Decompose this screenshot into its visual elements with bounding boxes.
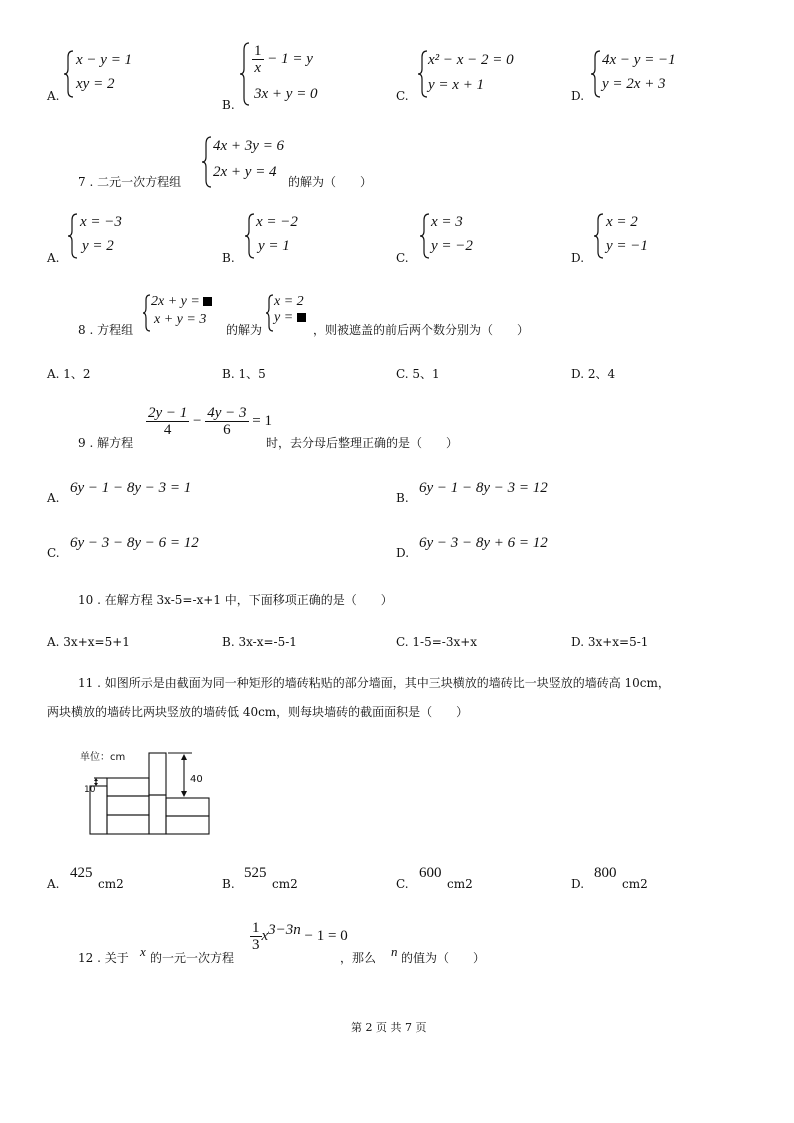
equation-line: x + y = 3 [154, 312, 207, 327]
question-10-stem: 10 . 在解方程 3x-5=-x+1 中，下面移项正确的是（ ） [78, 593, 393, 607]
expr-base: x [261, 927, 269, 944]
q10-option-a: A. 3x+x=5+1 [47, 635, 130, 649]
option-label: B. [222, 877, 235, 891]
figure-unit-label: 单位：cm [80, 752, 126, 763]
equation-line: 6y − 3 − 8y − 6 = 12 [70, 535, 199, 551]
question-11-stem-line1: 11 . 如图所示是由截面为同一种矩形的墙砖粘贴的部分墙面，其中三块横放的墙砖比一块竖放的墙砖高 10cm， [78, 676, 670, 690]
q10-option-b: B. 3x-x=-5-1 [222, 635, 297, 649]
question-stem-tail: ，则被遮盖的前后两个数分别为（ ） [313, 323, 530, 337]
variable-x: x [140, 944, 146, 959]
equation-text: y = [274, 310, 297, 325]
question-stem: 9 . 解方程 [78, 436, 134, 450]
equation-line: x = 2 [274, 294, 304, 309]
option-label: B. [222, 251, 235, 265]
question-11-stem-line2: 两块横放的墙砖比两块竖放的墙砖低 40cm，则每块墙砖的截面面积是（ ） [47, 705, 469, 719]
equals-one: = 1 [252, 412, 272, 429]
equation-line [252, 43, 313, 76]
option-label: B. [396, 491, 409, 505]
option-unit: cm2 [447, 877, 473, 891]
question-stem-tail: 的解为（ ） [288, 175, 373, 189]
brace [68, 213, 78, 259]
option-label: D. [396, 546, 410, 560]
option-label: D. [571, 89, 585, 103]
brace [420, 213, 430, 259]
question-stem-tail: 的值为（ ） [401, 951, 486, 965]
minus-sign: − [193, 412, 202, 429]
q8-option-b: B. 1、5 [222, 367, 266, 381]
equation-line: x = 2 [606, 214, 638, 230]
fraction-numerator: 1 [254, 43, 262, 59]
option-unit: cm2 [98, 877, 124, 891]
equation-line: 6y − 1 − 8y − 3 = 12 [419, 480, 548, 496]
equation-line: xy = 2 [76, 76, 115, 92]
brace [202, 136, 212, 188]
equation-line: y = −2 [431, 238, 473, 254]
question-stem-tail: 时，去分母后整理正确的是（ ） [266, 436, 459, 450]
brace [266, 294, 274, 332]
brace [240, 42, 250, 106]
option-unit: cm2 [272, 877, 298, 891]
fraction-denominator: 3 [252, 937, 260, 953]
equation-line: 6y − 1 − 8y − 3 = 1 [70, 480, 192, 496]
equation-line: y = −1 [606, 238, 648, 254]
q10-option-d: D. 3x+x=5-1 [571, 635, 649, 649]
option-value: 525 [244, 865, 267, 881]
equation-line [274, 310, 306, 326]
option-value: 600 [419, 865, 442, 881]
fraction-denominator: x [254, 60, 262, 76]
fraction-denominator: 6 [223, 422, 231, 438]
brace [245, 213, 255, 259]
brace [591, 50, 601, 98]
equation-line: y = 2x + 3 [602, 76, 666, 92]
brace [594, 213, 604, 259]
brace [418, 50, 428, 98]
equation-line: 2x + y = 4 [213, 164, 277, 180]
option-unit: cm2 [622, 877, 648, 891]
option-label: C. [47, 546, 60, 560]
equation-line: 6y − 3 − 8y + 6 = 12 [419, 535, 548, 551]
brace [64, 50, 74, 98]
fraction-numerator: 1 [252, 920, 260, 936]
question-stem: 12 . 关于 [78, 951, 129, 965]
option-value: 425 [70, 865, 93, 881]
equation-line: y = 2 [82, 238, 114, 254]
figure-dim-40: 40 [190, 774, 203, 785]
equation-line: 3x + y = 0 [254, 86, 318, 102]
brick-wall-figure [80, 748, 215, 840]
question-stem-mid2: ，那么 [340, 951, 377, 965]
q8-option-c: C. 5、1 [396, 367, 440, 381]
figure-dim-10: 10 [84, 785, 96, 795]
page-footer: 第 2 页 共 7 页 [351, 1021, 427, 1034]
question-stem: 8 . 方程组 [78, 323, 134, 337]
question-stem: 7 . 二元一次方程组 [78, 175, 182, 189]
option-label: D. [571, 877, 585, 891]
fraction-numerator: 4y − 3 [207, 405, 247, 421]
equation-line: x² − x − 2 = 0 [428, 52, 514, 68]
q10-option-c: C. 1-5=-3x+x [396, 635, 478, 649]
equation-line: 4x − y = −1 [602, 52, 676, 68]
variable-n: n [391, 944, 398, 959]
equation [146, 405, 272, 438]
covered-block [203, 297, 212, 306]
equation [250, 920, 348, 953]
fraction-denominator: 4 [163, 422, 172, 438]
question-stem-mid: 的一元一次方程 [150, 951, 235, 965]
option-label: D. [571, 251, 585, 265]
option-label: A. [47, 251, 60, 265]
equation-text: 2x + y = [151, 294, 204, 309]
option-label: C. [396, 877, 409, 891]
equation-line: x = 3 [431, 214, 463, 230]
q8-option-d: D. 2、4 [571, 367, 616, 381]
equation-line [151, 294, 212, 310]
equation-tail: − 1 = y [263, 50, 313, 67]
equation-line: x = −2 [256, 214, 298, 230]
option-value: 800 [594, 865, 617, 881]
equation-line: y = 1 [258, 238, 290, 254]
fraction-numerator: 2y − 1 [148, 405, 188, 421]
option-label: A. [47, 89, 60, 103]
equation-line: 4x + 3y = 6 [213, 138, 285, 154]
equation-line: x − y = 1 [76, 52, 133, 68]
option-label: A. [47, 877, 60, 891]
option-label: A. [47, 491, 60, 505]
q8-option-a: A. 1、2 [47, 367, 91, 381]
option-label: C. [396, 89, 409, 103]
equation-line: y = x + 1 [428, 77, 485, 93]
expr-tail: − 1 = 0 [300, 927, 348, 944]
question-stem-mid: 的解为 [226, 323, 263, 337]
brace [143, 294, 151, 332]
expr-exponent: 3−3n [268, 921, 301, 938]
equation-line: x = −3 [80, 214, 122, 230]
option-label: B. [222, 98, 235, 112]
option-label: C. [396, 251, 409, 265]
covered-block [297, 313, 306, 322]
